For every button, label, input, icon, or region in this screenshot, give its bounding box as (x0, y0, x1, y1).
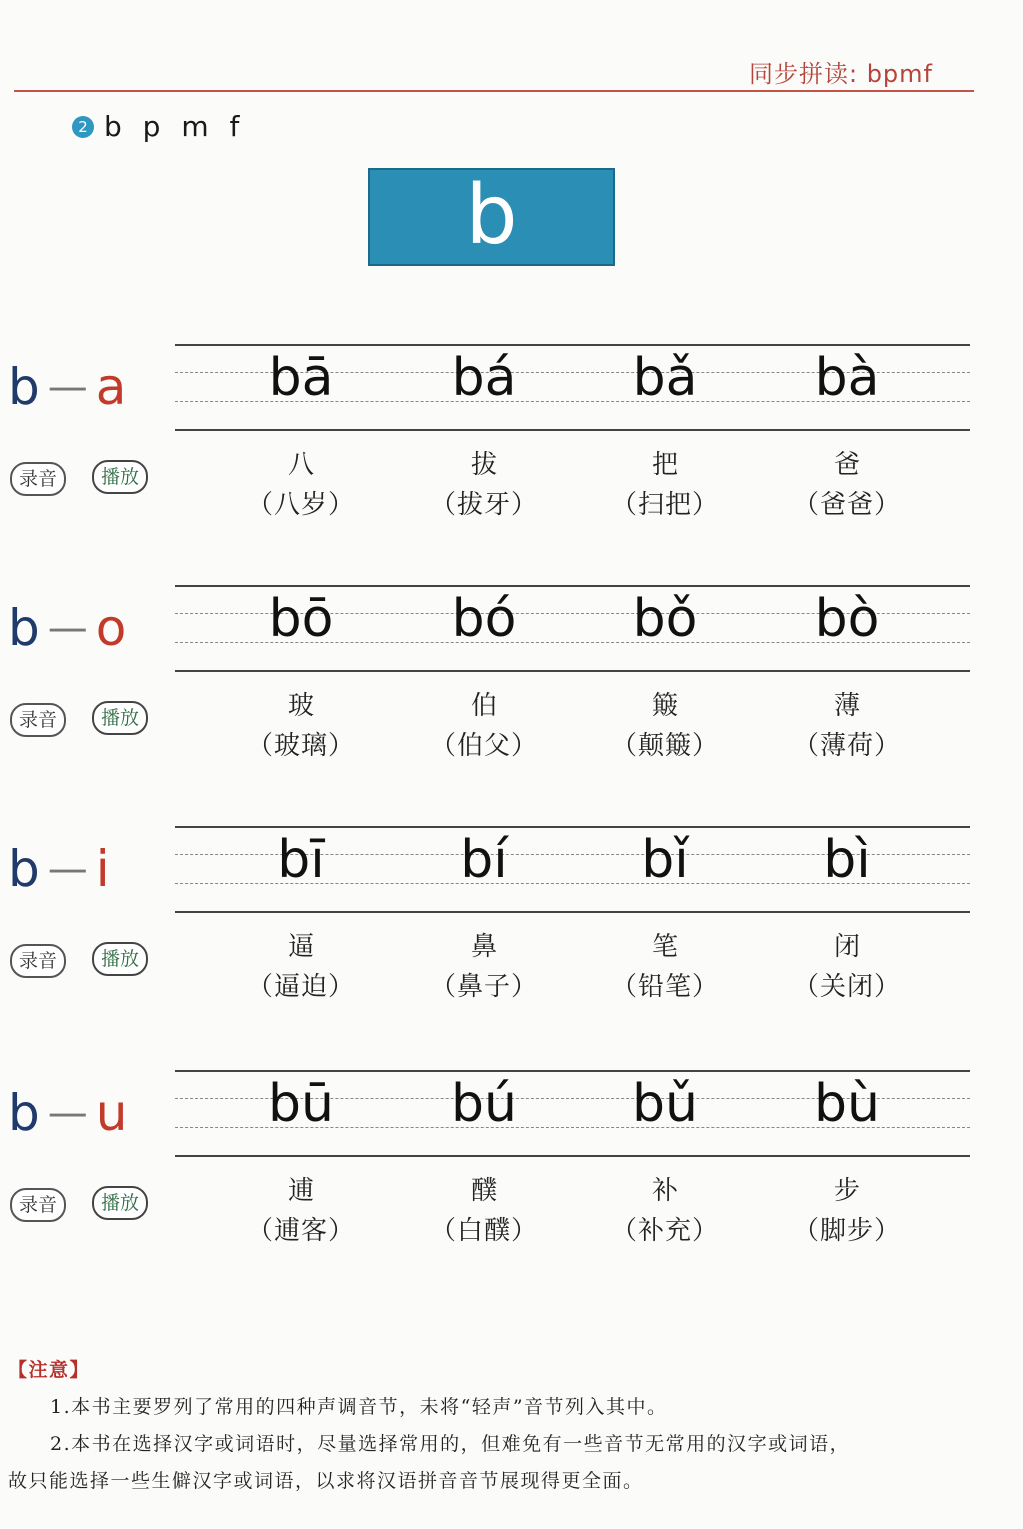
combination-dash: — (47, 1090, 88, 1136)
example-character: 补 (651, 1176, 678, 1206)
syllable-tone-1: bī (277, 830, 325, 890)
combination-dash: — (47, 846, 88, 892)
initial-letter: b (8, 840, 40, 898)
syllable-row-bi (0, 826, 1023, 1026)
syllable-tone-4: bò (814, 589, 880, 649)
featured-initial-letter: b (368, 168, 615, 266)
initial-letter: b (8, 599, 40, 657)
example-character: 爸 (833, 450, 860, 480)
syllable-tone-1: bū (268, 1074, 334, 1134)
record-button[interactable]: 录音 (10, 1188, 66, 1222)
example-word: （补充） (610, 1216, 719, 1246)
page-header-title: 同步拼读: bpmf (748, 60, 933, 88)
example-character: 逼 (287, 932, 314, 962)
example-character: 拔 (470, 450, 497, 480)
syllable-tone-4: bì (823, 830, 871, 890)
combination-label (8, 1084, 127, 1142)
example-character: 闭 (833, 932, 860, 962)
example-word: （伯父） (429, 731, 538, 761)
syllable-tone-3: bǔ (632, 1074, 698, 1134)
header-divider (14, 90, 974, 92)
syllable-tone-2: bú (451, 1074, 517, 1134)
combination-dash: — (47, 605, 88, 651)
example-character: 薄 (833, 691, 860, 721)
section-heading-label: b p m f (104, 110, 246, 143)
example-word: （扫把） (610, 490, 719, 520)
syllable-tone-3: bǎ (632, 348, 698, 408)
record-button[interactable]: 录音 (10, 703, 66, 737)
example-character: 把 (651, 450, 678, 480)
syllable-tone-4: bà (814, 348, 880, 408)
play-button[interactable]: 播放 (92, 942, 148, 976)
notes-section (8, 1352, 1008, 1500)
syllable-tone-1: bā (268, 348, 334, 408)
combination-dash: — (47, 364, 88, 410)
syllable-tone-3: bǒ (632, 589, 698, 649)
combination-label (8, 840, 110, 898)
syllable-tone-3: bǐ (641, 830, 689, 890)
section-number-badge: 2 (72, 116, 94, 138)
example-character: 八 (287, 450, 314, 480)
syllable-tone-1: bō (268, 589, 334, 649)
example-word: （拔牙） (429, 490, 538, 520)
note-line-3: 故只能选择一些生僻汉字或词语，以求将汉语拼音音节展现得更全面。 (8, 1470, 644, 1492)
example-word: （逼迫） (246, 972, 355, 1002)
syllable-tone-2: bí (460, 830, 508, 890)
example-character: 鼻 (470, 932, 497, 962)
example-character: 伯 (470, 691, 497, 721)
example-word: （玻璃） (246, 731, 355, 761)
combination-label (8, 599, 126, 657)
example-character: 逋 (287, 1176, 314, 1206)
syllable-row-ba (0, 344, 1023, 544)
example-word: （八岁） (246, 490, 355, 520)
example-word: （爸爸） (792, 490, 901, 520)
syllable-tone-2: bá (451, 348, 517, 408)
initial-letter: b (8, 1084, 40, 1142)
final-letter: a (95, 358, 127, 416)
play-button[interactable]: 播放 (92, 1186, 148, 1220)
combination-label (8, 358, 126, 416)
notes-title: 【注意】 (8, 1359, 91, 1381)
initial-letter: b (8, 358, 40, 416)
play-button[interactable]: 播放 (92, 701, 148, 735)
example-character: 笔 (651, 932, 678, 962)
record-button[interactable]: 录音 (10, 944, 66, 978)
final-letter: i (95, 840, 110, 898)
final-letter: u (95, 1084, 128, 1142)
play-button[interactable]: 播放 (92, 460, 148, 494)
example-character: 簸 (651, 691, 678, 721)
syllable-row-bu (0, 1070, 1023, 1270)
example-word: （铅笔） (610, 972, 719, 1002)
record-button[interactable]: 录音 (10, 462, 66, 496)
example-character: 玻 (287, 691, 314, 721)
example-word: （薄荷） (792, 731, 901, 761)
final-letter: o (95, 599, 127, 657)
example-word: （关闭） (792, 972, 901, 1002)
note-line-1: 1.本书主要罗列了常用的四种声调音节，未将“轻声”音节列入其中。 (50, 1396, 668, 1418)
note-line-2: 2.本书在选择汉字或词语时，尽量选择常用的，但难免有一些音节无常用的汉字或词语， (50, 1433, 851, 1455)
syllable-tone-2: bó (451, 589, 517, 649)
example-word: （鼻子） (429, 972, 538, 1002)
example-word: （颠簸） (610, 731, 719, 761)
section-heading (72, 110, 245, 143)
example-word: （逋客） (246, 1216, 355, 1246)
example-word: （白醭） (429, 1216, 538, 1246)
syllable-row-bo (0, 585, 1023, 785)
example-character: 步 (833, 1176, 860, 1206)
example-word: （脚步） (792, 1216, 901, 1246)
example-character: 醭 (470, 1176, 497, 1206)
syllable-tone-4: bù (814, 1074, 880, 1134)
